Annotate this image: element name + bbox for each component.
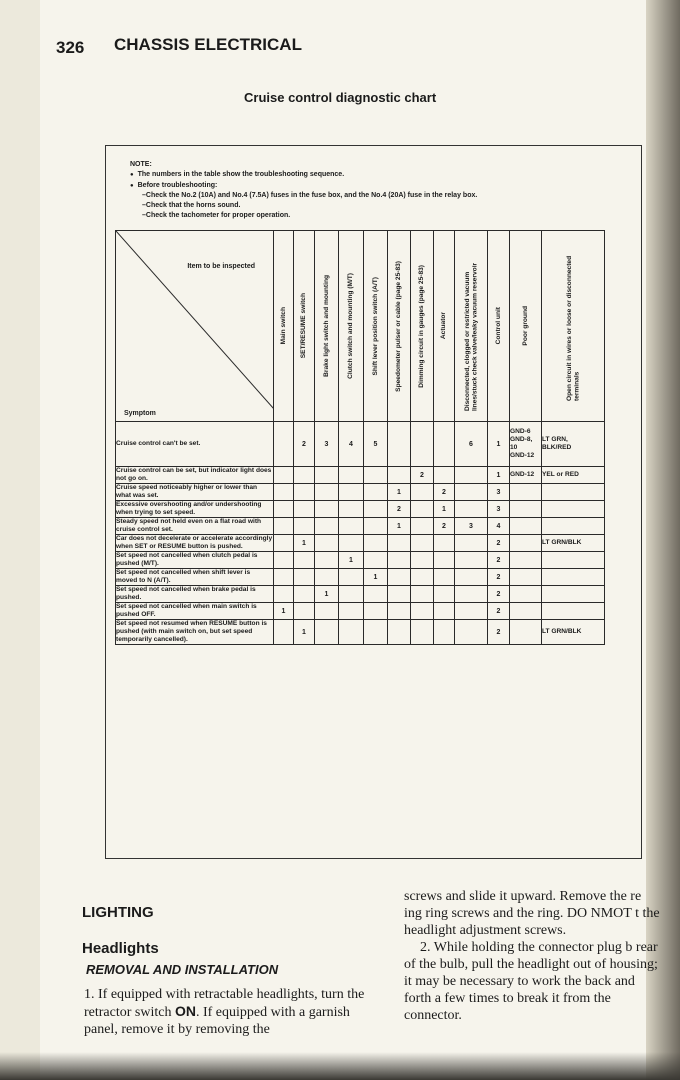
step-1-text: 1. If equipped with retractable headlights, turn the retractor switch — [84, 987, 365, 1020]
sequence-cell — [510, 586, 542, 603]
sequence-cell — [339, 501, 364, 518]
sequence-cell — [388, 569, 411, 586]
note-check: – Check the No.2 (10A) and No.4 (7.5A) fuses in the fuse box, and the No.4 (20A) fuse in the relay box. — [130, 191, 630, 201]
sequence-cell: LT GRN/BLK — [542, 535, 605, 552]
column-header-label: Main switch — [279, 307, 287, 345]
column-header-label: SET/RESUME switch — [300, 293, 308, 359]
column-header — [434, 231, 455, 422]
sequence-cell: GND-12 — [510, 467, 542, 484]
sequence-cell — [411, 586, 434, 603]
column-header-label: Brake light switch and mounting — [322, 275, 330, 377]
on-switch-label: ON — [174, 1003, 196, 1019]
table-row — [116, 518, 605, 535]
sequence-cell — [315, 569, 339, 586]
sequence-cell — [339, 467, 364, 484]
sequence-cell — [315, 467, 339, 484]
column-header-label: Dimming circuit in gauges (page 25-83) — [418, 264, 426, 388]
diagnostic-table — [115, 230, 605, 645]
symptom-cell: Steady speed not held even on a flat road with cruise control set. — [116, 518, 274, 535]
sequence-cell: 2 — [488, 586, 510, 603]
sequence-cell — [510, 552, 542, 569]
sequence-cell — [411, 501, 434, 518]
sequence-cell — [364, 620, 388, 645]
sequence-cell: 2 — [294, 422, 315, 467]
sequence-cell: 3 — [455, 518, 488, 535]
sequence-cell — [294, 518, 315, 535]
sequence-cell — [274, 569, 294, 586]
sequence-cell — [542, 484, 605, 501]
sequence-cell — [388, 552, 411, 569]
sequence-cell — [364, 518, 388, 535]
chart-title: Cruise control diagnostic chart — [244, 90, 437, 105]
sequence-cell: 1 — [339, 552, 364, 569]
sequence-cell — [411, 620, 434, 645]
sequence-cell — [542, 552, 605, 569]
sequence-cell — [364, 552, 388, 569]
column-header — [510, 231, 542, 422]
column-header — [388, 231, 411, 422]
sequence-cell — [315, 552, 339, 569]
sequence-cell — [455, 467, 488, 484]
sequence-cell: 3 — [488, 501, 510, 518]
sequence-cell — [434, 552, 455, 569]
sequence-cell — [434, 535, 455, 552]
sequence-cell: 1 — [488, 422, 510, 467]
table-row — [116, 535, 605, 552]
sequence-cell — [434, 603, 455, 620]
step-1-text-cont: . If equipped with a garnish panel, remove it by removing the — [84, 1005, 350, 1037]
sequence-cell — [364, 586, 388, 603]
column-header — [455, 231, 488, 422]
table-header-row — [116, 231, 605, 422]
sequence-cell — [274, 484, 294, 501]
header-corner-cell — [116, 231, 274, 422]
sequence-cell — [274, 467, 294, 484]
sequence-cell — [364, 603, 388, 620]
sequence-cell: 1 — [274, 603, 294, 620]
procedure-heading: REMOVAL AND INSTALLATION — [86, 962, 279, 977]
symptom-label: Symptom — [124, 410, 156, 417]
symptom-cell: Cruise control can't be set. — [116, 422, 274, 467]
column-header — [411, 231, 434, 422]
sequence-cell — [274, 552, 294, 569]
sequence-cell — [315, 501, 339, 518]
sequence-cell — [274, 586, 294, 603]
sequence-cell — [411, 603, 434, 620]
column-header — [315, 231, 339, 422]
sequence-cell: 3 — [315, 422, 339, 467]
sequence-cell — [294, 586, 315, 603]
table-row — [116, 620, 605, 645]
sequence-cell: LT GRN/BLK — [542, 620, 605, 645]
headlights-heading: Headlights — [82, 940, 159, 957]
sequence-cell — [388, 467, 411, 484]
sequence-cell — [411, 569, 434, 586]
sequence-cell — [510, 484, 542, 501]
column-header-label: Actuator — [440, 312, 448, 340]
note-check: – Check that the horns sound. — [130, 201, 630, 211]
sequence-cell — [411, 535, 434, 552]
sequence-cell — [274, 620, 294, 645]
sequence-cell — [434, 467, 455, 484]
table-row — [116, 569, 605, 586]
sequence-cell: 6 — [455, 422, 488, 467]
lighting-heading: LIGHTING — [82, 904, 154, 921]
symptom-cell: Set speed not resumed when RESUME button is pushed (with main switch on, but set speed temporarily cancelled). — [116, 620, 274, 645]
sequence-cell — [434, 586, 455, 603]
sequence-cell — [411, 422, 434, 467]
item-label: Item to be inspected — [187, 263, 255, 270]
sequence-cell — [364, 467, 388, 484]
sequence-cell — [364, 535, 388, 552]
sequence-cell — [510, 620, 542, 645]
sequence-cell — [388, 422, 411, 467]
column-header-label: Shift lever position switch (A/T) — [371, 276, 379, 376]
sequence-cell — [274, 501, 294, 518]
sequence-cell — [274, 535, 294, 552]
sequence-cell — [455, 586, 488, 603]
page-number: 326 — [56, 38, 85, 57]
sequence-cell — [510, 569, 542, 586]
sequence-cell — [294, 569, 315, 586]
sequence-cell — [339, 603, 364, 620]
note-bullet: ● The numbers in the table show the troubleshooting sequence. — [130, 170, 630, 180]
sequence-cell — [411, 484, 434, 501]
sequence-cell — [388, 586, 411, 603]
sequence-cell — [542, 586, 605, 603]
sequence-cell: 2 — [488, 603, 510, 620]
table-row — [116, 467, 605, 484]
sequence-cell — [510, 603, 542, 620]
column-header-label: Open circuit in wires or loose or disconnected terminals — [565, 255, 580, 401]
sequence-cell: YEL or RED — [542, 467, 605, 484]
sequence-cell — [294, 484, 315, 501]
symptom-cell: Excessive overshooting and/or undershooting when trying to set speed. — [116, 501, 274, 518]
sequence-cell — [339, 569, 364, 586]
sequence-cell: 2 — [488, 620, 510, 645]
sequence-cell: 1 — [434, 501, 455, 518]
sequence-cell — [339, 535, 364, 552]
sequence-cell — [315, 603, 339, 620]
sequence-cell — [455, 501, 488, 518]
sequence-cell — [315, 620, 339, 645]
sequence-cell — [434, 422, 455, 467]
sequence-cell: 3 — [488, 484, 510, 501]
table-row — [116, 422, 605, 467]
column-header — [488, 231, 510, 422]
sequence-cell — [388, 603, 411, 620]
table-row — [116, 501, 605, 518]
sequence-cell: GND-6 GND-8, 10 GND-12 — [510, 422, 542, 467]
sequence-cell — [455, 552, 488, 569]
sequence-cell: 1 — [294, 535, 315, 552]
step-2-paragraph: 2. While holding the connector plug b rear of the bulb, pull the headlight out of housing; it may be necessary to work the back and forth a few times to break it from the connector. — [404, 940, 658, 1023]
column-header-label: Clutch switch and mounting (M/T) — [347, 273, 355, 379]
sequence-cell: 1 — [364, 569, 388, 586]
sequence-cell — [339, 620, 364, 645]
table-row — [116, 484, 605, 501]
symptom-cell: Cruise speed noticeably higher or lower than what was set. — [116, 484, 274, 501]
sequence-cell — [455, 620, 488, 645]
sequence-cell — [388, 535, 411, 552]
notes-block — [130, 160, 630, 222]
sequence-cell: 4 — [339, 422, 364, 467]
sequence-cell — [542, 501, 605, 518]
sequence-cell: 2 — [488, 535, 510, 552]
sequence-cell — [542, 603, 605, 620]
sequence-cell: 2 — [488, 552, 510, 569]
sequence-cell: 5 — [364, 422, 388, 467]
sequence-cell — [315, 518, 339, 535]
sequence-cell — [294, 501, 315, 518]
sequence-cell — [434, 569, 455, 586]
symptom-cell: Set speed not cancelled when brake pedal is pushed. — [116, 586, 274, 603]
sequence-cell: 2 — [434, 484, 455, 501]
continuation-paragraph: screws and slide it upward. Remove the re ing ring screws and the ring. DO NMOT t the headlight adjustment screws. — [404, 889, 660, 938]
sequence-cell: 2 — [434, 518, 455, 535]
sequence-cell — [434, 620, 455, 645]
step-1-paragraph — [84, 986, 382, 1038]
sequence-cell: 1 — [388, 484, 411, 501]
sequence-cell: 2 — [411, 467, 434, 484]
sequence-cell — [510, 518, 542, 535]
column-header-label: Disconnected, clogged or restricted vacuum lines/stuck check valve/leaky vacuum reservoir — [463, 262, 478, 411]
section-title: CHASSIS ELECTRICAL — [114, 35, 302, 54]
sequence-cell: 1 — [388, 518, 411, 535]
note-check: – Check the tachometer for proper operation. — [130, 211, 630, 221]
sequence-cell: 1 — [315, 586, 339, 603]
sequence-cell — [388, 620, 411, 645]
sequence-cell — [411, 518, 434, 535]
sequence-cell — [364, 484, 388, 501]
sequence-cell — [455, 603, 488, 620]
column-header — [294, 231, 315, 422]
sequence-cell — [339, 484, 364, 501]
sequence-cell — [274, 422, 294, 467]
sequence-cell: 2 — [488, 569, 510, 586]
sequence-cell — [455, 535, 488, 552]
sequence-cell — [510, 535, 542, 552]
column-header-label: Speedometer pulser or cable (page 25-83) — [395, 260, 403, 392]
sequence-cell — [339, 518, 364, 535]
sequence-cell — [411, 552, 434, 569]
column-header-label: Control unit — [494, 307, 502, 345]
table-row — [116, 586, 605, 603]
note-bullet: ● Before troubleshooting: — [130, 181, 630, 191]
symptom-cell: Cruise control can be set, but indicator light does not go on. — [116, 467, 274, 484]
sequence-cell: LT GRN, BLK/RED — [542, 422, 605, 467]
sequence-cell — [542, 518, 605, 535]
sequence-cell — [294, 467, 315, 484]
sequence-cell: 4 — [488, 518, 510, 535]
sequence-cell: 1 — [294, 620, 315, 645]
table-row — [116, 603, 605, 620]
symptom-cell: Set speed not cancelled when main switch is pushed OFF. — [116, 603, 274, 620]
sequence-cell — [315, 535, 339, 552]
sequence-cell: 2 — [388, 501, 411, 518]
column-header — [339, 231, 364, 422]
sequence-cell — [339, 586, 364, 603]
sequence-cell — [455, 569, 488, 586]
right-column — [404, 888, 662, 1024]
column-header — [274, 231, 294, 422]
column-header — [364, 231, 388, 422]
sequence-cell — [510, 501, 542, 518]
symptom-cell: Set speed not cancelled when shift lever is moved to N (A/T). — [116, 569, 274, 586]
column-header-label: Poor ground — [521, 306, 529, 346]
sequence-cell — [542, 569, 605, 586]
notes-heading: NOTE: — [130, 161, 152, 168]
sequence-cell — [315, 484, 339, 501]
diagonal-line — [116, 231, 274, 421]
column-header — [542, 231, 605, 422]
sequence-cell — [455, 484, 488, 501]
symptom-cell: Car does not decelerate or accelerate accordingly when SET or RESUME button is pushed. — [116, 535, 273, 550]
sequence-cell — [294, 552, 315, 569]
sequence-cell — [364, 501, 388, 518]
symptom-cell: Set speed not cancelled when clutch pedal is pushed (M/T). — [116, 552, 274, 569]
bottom-shadow — [0, 1052, 680, 1080]
sequence-cell — [274, 518, 294, 535]
table-row — [116, 552, 605, 569]
sequence-cell — [294, 603, 315, 620]
sequence-cell: 1 — [488, 467, 510, 484]
